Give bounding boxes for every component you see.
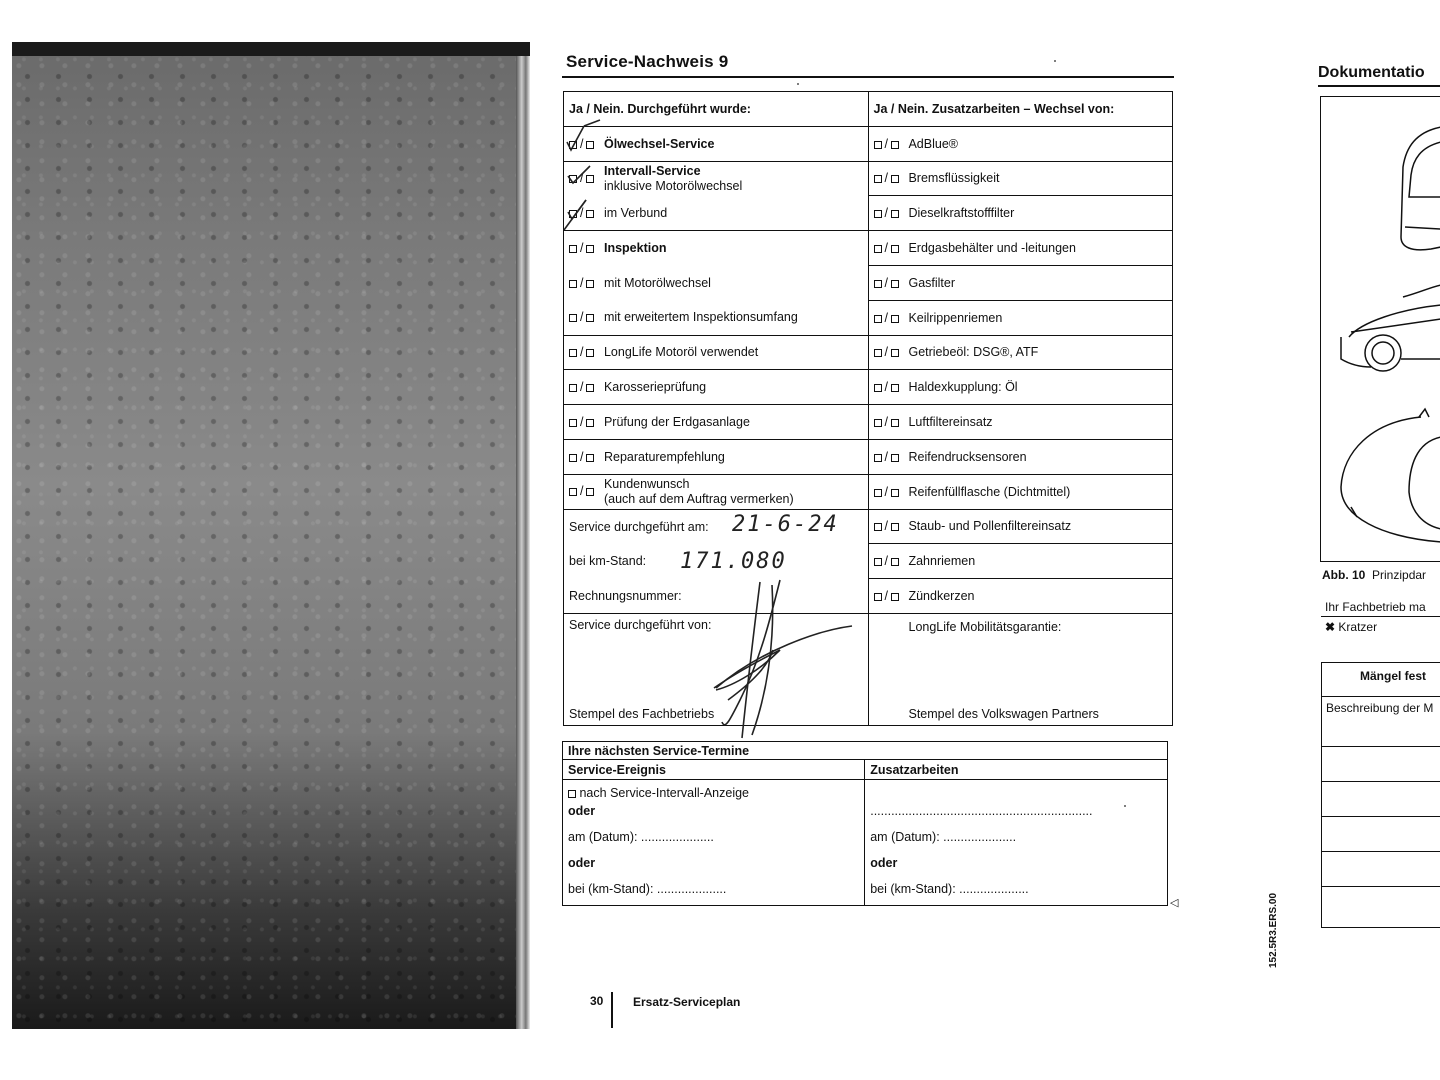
ja-checkbox[interactable] <box>874 349 882 357</box>
nein-checkbox[interactable] <box>586 210 594 218</box>
nein-checkbox[interactable] <box>586 384 594 392</box>
invoice-field[interactable]: Rechnungsnummer: <box>564 579 869 614</box>
next-km-right[interactable]: bei (km-Stand): .................... <box>870 882 1029 896</box>
right-item-adblue: / AdBlue® <box>868 126 1173 161</box>
right-item-haldex: / Haldexkupplung: Öl <box>868 370 1173 405</box>
defects-row[interactable] <box>1322 852 1440 887</box>
right-item-timing-belt: / Zahnriemen <box>868 544 1173 579</box>
footer-divider <box>611 992 613 1028</box>
nein-checkbox[interactable] <box>891 280 899 288</box>
continue-triangle-icon: ◁ <box>1170 897 1179 909</box>
right-item-tire-sealant: / Reifenfüllflasche (Dichtmittel) <box>868 474 1173 509</box>
page-title: Service-Nachweis 9 <box>566 52 729 71</box>
workshop-note: Ihr Fachbetrieb ma <box>1325 600 1426 614</box>
nein-checkbox[interactable] <box>891 349 899 357</box>
km-field[interactable]: bei km-Stand: 171.080 <box>564 544 869 579</box>
ja-checkbox[interactable] <box>569 175 577 183</box>
ja-checkbox[interactable] <box>569 280 577 288</box>
nein-checkbox[interactable] <box>891 175 899 183</box>
right-page-title: Dokumentatio <box>1318 64 1425 81</box>
ja-checkbox[interactable] <box>874 419 882 427</box>
left-item-longlife-oil: / LongLife Motoröl verwendet <box>564 335 869 370</box>
next-date-right[interactable]: am (Datum): ..................... <box>870 830 1017 844</box>
ja-checkbox[interactable] <box>569 210 577 218</box>
page-number: 30 <box>590 994 604 1008</box>
nein-checkbox[interactable] <box>586 245 594 253</box>
next-km-left[interactable]: bei (km-Stand): .................... <box>568 882 727 896</box>
service-date-field[interactable]: Service durchgeführt am: 21-6-24 <box>564 509 869 544</box>
ja-checkbox[interactable] <box>874 523 882 531</box>
ja-checkbox[interactable] <box>874 210 882 218</box>
ja-checkbox[interactable] <box>874 454 882 462</box>
left-item-with-oil-change: / mit Motorölwechsel <box>564 265 869 300</box>
right-column-header: Ja / Nein. Zusatzarbeiten – Wechsel von: <box>868 92 1173 127</box>
defects-header: Mängel fest <box>1322 663 1440 697</box>
car-outline-icon <box>1321 97 1440 562</box>
nein-checkbox[interactable] <box>586 454 594 462</box>
left-item-repair-recommendation: / Reparaturempfehlung <box>564 439 869 474</box>
ja-checkbox[interactable] <box>874 280 882 288</box>
document-code: 152.5R3.ERS.00 <box>1268 892 1279 968</box>
next-date-left[interactable]: am (Datum): ..................... <box>568 830 714 844</box>
car-diagram-figure <box>1320 96 1440 562</box>
left-item-combined: / im Verbund <box>564 196 869 231</box>
ja-checkbox[interactable] <box>874 593 882 601</box>
scan-speck <box>797 83 799 85</box>
ja-checkbox[interactable] <box>874 245 882 253</box>
ja-checkbox[interactable] <box>874 558 882 566</box>
handwritten-date: 21-6-24 <box>732 511 839 537</box>
footer-title: Ersatz-Serviceplan <box>633 995 741 1009</box>
cross-icon: ✖ <box>1325 620 1336 634</box>
defects-row[interactable] <box>1322 782 1440 817</box>
extra-work-field[interactable]: ................................................................ <box>870 804 1093 818</box>
nein-checkbox[interactable] <box>891 489 899 497</box>
ja-checkbox[interactable] <box>569 384 577 392</box>
left-item-interval-service: / Intervall-Service inklusive Motorölwechsel <box>564 161 869 196</box>
left-item-inspection: / Inspektion <box>564 231 869 266</box>
ja-checkbox[interactable] <box>569 488 577 496</box>
scan-edge <box>12 42 530 56</box>
nein-checkbox[interactable] <box>891 384 899 392</box>
ja-checkbox[interactable] <box>874 384 882 392</box>
defects-description-row[interactable]: Beschreibung der M <box>1322 697 1440 747</box>
right-item-air-filter: / Luftfiltereinsatz <box>868 405 1173 440</box>
service-event-header: Service-Ereignis <box>563 760 865 780</box>
right-item-spark-plugs: / Zündkerzen <box>868 579 1173 614</box>
defects-row[interactable] <box>1322 747 1440 782</box>
scan-speck <box>1054 60 1056 62</box>
left-item-extended-inspection: / mit erweitertem Inspektionsumfang <box>564 300 869 335</box>
right-item-pollen-filter: / Staub- und Pollenfiltereinsatz <box>868 509 1173 544</box>
scan-speck <box>1124 805 1126 807</box>
nein-checkbox[interactable] <box>586 280 594 288</box>
service-record-table <box>563 91 1173 726</box>
right-item-tire-sensors: / Reifendrucksensoren <box>868 439 1173 474</box>
right-item-gear-oil: / Getriebeöl: DSG®, ATF <box>868 335 1173 370</box>
title-rule <box>562 76 1174 78</box>
left-column-header: Ja / Nein. Durchgeführt wurde: <box>564 92 869 127</box>
nein-checkbox[interactable] <box>586 488 594 496</box>
scratch-legend: ✖ Kratzer <box>1325 620 1378 634</box>
nein-checkbox[interactable] <box>891 419 899 427</box>
nein-checkbox[interactable] <box>586 175 594 183</box>
ja-checkbox[interactable] <box>874 315 882 323</box>
right-item-v-belt: / Keilrippenriemen <box>868 300 1173 335</box>
vw-partner-stamp-field[interactable]: LongLife Mobilitätsgarantie: Stempel des Volkswagen Partners <box>868 613 1173 725</box>
ja-checkbox[interactable] <box>569 349 577 357</box>
nein-checkbox[interactable] <box>891 141 899 149</box>
extra-work-header: Zusatzarbeiten <box>865 760 1168 780</box>
nein-checkbox[interactable] <box>891 454 899 462</box>
left-item-customer-request: / Kundenwunsch (auch auf dem Auftrag vermerken) <box>564 474 869 509</box>
nein-checkbox[interactable] <box>891 245 899 253</box>
ja-checkbox[interactable] <box>569 454 577 462</box>
right-item-gas-filter: / Gasfilter <box>868 265 1173 300</box>
ja-checkbox[interactable] <box>569 419 577 427</box>
nein-checkbox[interactable] <box>891 315 899 323</box>
right-separator <box>1321 616 1440 617</box>
scanned-left-page <box>12 42 530 1029</box>
right-item-brake-fluid: / Bremsflüssigkeit <box>868 161 1173 196</box>
handwritten-km: 171.080 <box>680 548 787 574</box>
ja-checkbox[interactable] <box>874 175 882 183</box>
nein-checkbox[interactable] <box>891 210 899 218</box>
ja-checkbox[interactable] <box>569 314 577 322</box>
left-item-body-check: / Karosserieprüfung <box>564 370 869 405</box>
nein-checkbox[interactable] <box>891 558 899 566</box>
nein-checkbox[interactable] <box>891 523 899 531</box>
nein-checkbox[interactable] <box>586 314 594 322</box>
right-title-rule <box>1318 85 1440 87</box>
next-service-title: Ihre nächsten Service-Termine <box>563 742 1168 760</box>
ja-checkbox[interactable] <box>874 141 882 149</box>
workshop-stamp-field[interactable]: Service durchgeführt von: Stempel des Fachbetriebs <box>564 613 869 725</box>
left-item-oil-service: / Ölwechsel-Service <box>564 126 869 161</box>
ja-checkbox[interactable] <box>569 141 577 149</box>
next-service-table <box>562 741 1168 906</box>
next-extra-work: ................................................................ am (Datum): ..................... oder bei (km-Stand): .................... <box>865 780 1168 906</box>
left-item-gas-system-check: / Prüfung der Erdgasanlage <box>564 405 869 440</box>
next-service-event: nach Service-Intervall-Anzeige oder am (Datum): ..................... oder bei (km-Stand): .................... <box>563 780 865 906</box>
ja-checkbox[interactable] <box>569 245 577 253</box>
defects-table <box>1321 662 1440 928</box>
nein-checkbox[interactable] <box>586 349 594 357</box>
defects-row[interactable] <box>1322 817 1440 852</box>
nein-checkbox[interactable] <box>586 141 594 149</box>
figure-caption: Abb. 10 Prinzipdar <box>1322 568 1427 582</box>
nein-checkbox[interactable] <box>586 419 594 427</box>
right-item-diesel-filter: / Dieselkraftstofffilter <box>868 196 1173 231</box>
nein-checkbox[interactable] <box>891 593 899 601</box>
ja-checkbox[interactable] <box>874 489 882 497</box>
right-item-gas-tank: / Erdgasbehälter und -leitungen <box>868 231 1173 266</box>
interval-checkbox[interactable] <box>568 790 576 798</box>
